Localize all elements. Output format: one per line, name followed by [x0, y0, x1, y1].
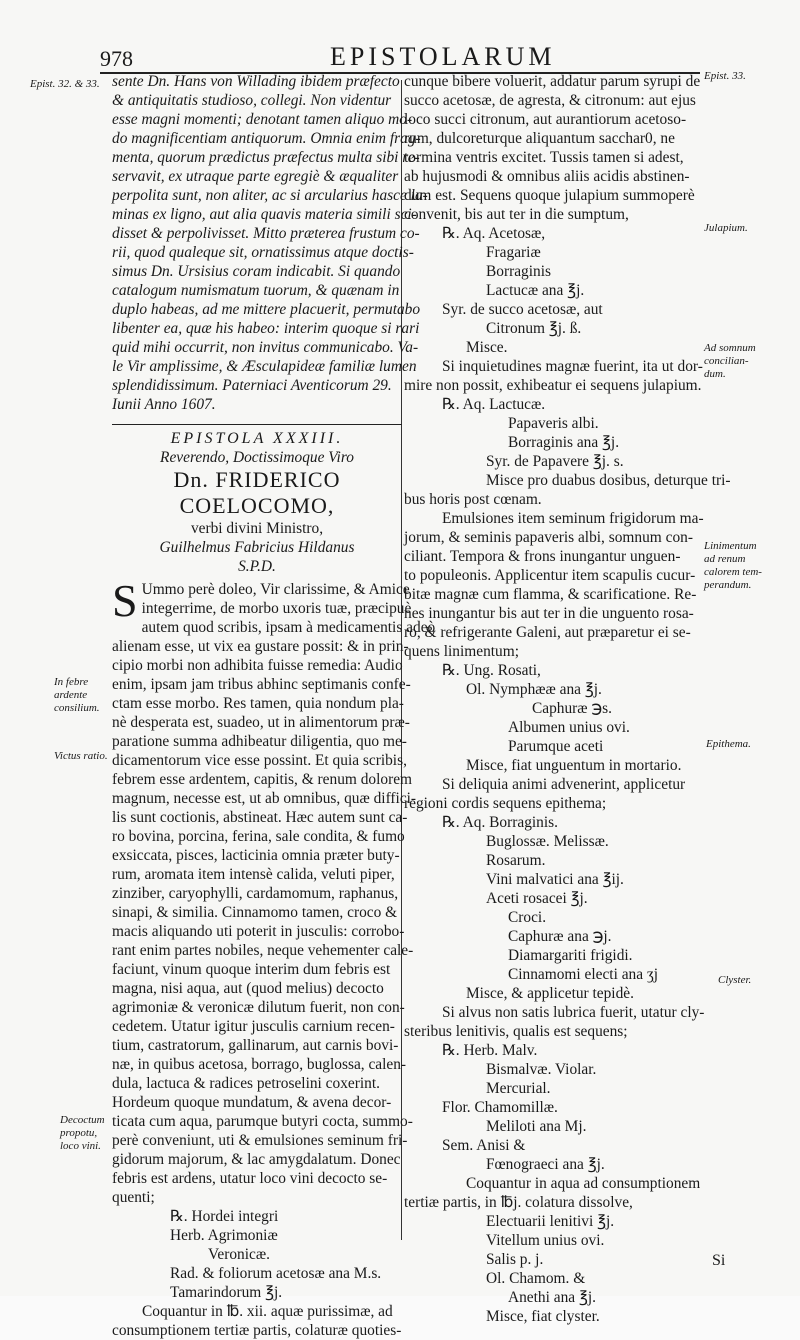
- text-line: zinziber, caryophylli, cardamomum, raphanus,: [112, 885, 399, 902]
- text-line: bus horis post cœnam.: [404, 491, 542, 508]
- recipe-line: Herb. Agrimoniæ: [170, 1227, 278, 1244]
- text-line: Anethi ana ℥j.: [508, 1289, 596, 1306]
- text-line: ab hujusmodi & omnibus aliis acidis abstinen-: [404, 168, 690, 185]
- text-line: ℞. Aq. Borraginis.: [442, 814, 558, 831]
- text-line: quenti;: [112, 1189, 155, 1206]
- text-line: quens linimentum;: [404, 643, 519, 660]
- recipe-line: ℞. Hordei integri: [170, 1208, 279, 1225]
- text-line: esse magni momenti; denotant tamen aliquo mo-: [112, 111, 413, 128]
- text-line: Flor. Chamomillæ.: [442, 1099, 558, 1116]
- text-line: cedetem. Utatur igitur jusculis carnium recen-: [112, 1018, 395, 1035]
- text-line: servavit, ex utraque parte egregiè & æqualiter: [112, 168, 399, 185]
- text-line: Fragariæ: [486, 244, 541, 261]
- text-line: Electuarii lenitivi ℥j.: [486, 1213, 615, 1230]
- text-line: Mercurial.: [486, 1080, 551, 1097]
- text-line: magna, nisi aqua, aut (quod melius) decocto: [112, 980, 384, 997]
- text-line: minas ex ligno, aut alia quavis materia simili sci-: [112, 206, 417, 223]
- text-line: Fœnograeci ana ℥j.: [486, 1156, 605, 1173]
- margin-note-decoctum: Decoctum propotu, loco vini.: [60, 1114, 105, 1152]
- salutation-line: verbi divini Ministro,: [190, 520, 324, 537]
- text-line: ro bovina, porcina, ferina, sale condita, & fumo: [112, 828, 405, 845]
- text-line: le Vir amplissime, & Æsculapideæ familiæ lumen: [112, 358, 417, 375]
- text-line: disset & perpolivisset. Mitto præterea frustum co-: [112, 225, 420, 242]
- text-line: & antiquitatis studioso, collegi. Non videntur: [112, 92, 392, 109]
- text-line: consumptionem tertiæ partis, colaturæ quoties-: [112, 1322, 402, 1339]
- text-line: ℞. Herb. Malv.: [442, 1042, 538, 1059]
- margin-note-somnum: Ad somnum concilian-dum.: [704, 342, 756, 380]
- epistle-title: EPISTOLA XXXIII.: [170, 430, 344, 447]
- text-line: ℞. Aq. Lactucæ.: [442, 396, 546, 413]
- margin-note-julapium: Julapium.: [704, 222, 748, 234]
- text-line: Papaveris albi.: [508, 415, 599, 432]
- text-line: convenit, bis aut ter in die sumptum,: [404, 206, 629, 223]
- text-line: tormina ventris excitet. Tussis tamen si adest,: [404, 149, 684, 166]
- text-line: loco succi citronum, aut aurantiorum acetoso-: [404, 111, 687, 128]
- text-line: sinapi, & similia. Cinnamomo tamen, croco &: [112, 904, 398, 921]
- text-line: ticata cum aqua, parumque butyri cocta, summo-: [112, 1113, 413, 1130]
- text-line: nes inungantur bis aut ter in die unguento rosa-: [404, 605, 694, 622]
- text-line: Syr. de Papavere ℥j. s.: [486, 453, 624, 470]
- text-line: rum, dulcoreturque aliquantum sacchar0, ne: [404, 130, 675, 147]
- text-line: Albumen unius ovi.: [508, 719, 630, 736]
- text-line: to populeonis. Applicentur item scapulis cucur-: [404, 567, 696, 584]
- left-column: [112, 72, 436, 1340]
- epistle-rule-top: [112, 424, 402, 425]
- letter-33-body: [112, 575, 436, 1207]
- text-line: Coquantur in aqua ad consumptionem: [466, 1175, 701, 1192]
- margin-note-epist-33: Epist. 33.: [704, 70, 746, 82]
- text-line: Misce, & applicetur tepidè.: [466, 985, 634, 1002]
- text-line: Bismalvæ. Violar.: [486, 1061, 597, 1078]
- text-line: Borraginis ana ℥j.: [508, 434, 620, 451]
- text-line: rant enim partes nobiles, neque vehementer cale-: [112, 942, 414, 959]
- running-header: EPISTOLARUM: [330, 42, 556, 71]
- text-line: rum, aromata item intensè calida, veluti piper,: [112, 866, 395, 883]
- text-line: Misce.: [466, 339, 508, 356]
- text-line: tium, castratorum, gallinarum, aut carnis bovi-: [112, 1037, 399, 1054]
- text-line: ro, & refrigerante Galeni, aut præparetur ei se-: [404, 624, 691, 641]
- text-line: Caphuræ ℈s.: [532, 700, 613, 717]
- text-line: febrem esse ardentem, capitis, & renum dolorem: [112, 771, 413, 788]
- margin-note-febre: In febre ardente consilium.: [54, 676, 100, 714]
- text-line: tertiæ partis, in ℔j. colatura dissolve,: [404, 1194, 633, 1211]
- text-line: autem quod scribis, ipsam à medicamentis adeò: [141, 619, 436, 636]
- text-line: Croci.: [508, 909, 547, 926]
- text-line: Syr. de succo acetosæ, aut: [442, 301, 603, 318]
- text-line: cipio morbi non adhibita fuisse remedia: Audio: [112, 657, 403, 674]
- margin-note-linimentum: Linimentum ad renum calorem tem-perandum.: [704, 540, 762, 591]
- text-line: ciliant. Tempora & frons inungantur unguen-: [404, 548, 681, 565]
- text-line: lis sunt coctionis, abstineat. Hæc autem sunt ca-: [112, 809, 408, 826]
- text-line: Diamargariti frigidi.: [508, 947, 633, 964]
- text-line: rii, quod qualeque sit, ornatissimus atque doctis-: [112, 244, 414, 261]
- text-line: Buglossæ. Melissæ.: [486, 833, 609, 850]
- text-line: Vini malvatici ana ℥ij.: [486, 871, 624, 888]
- text-line: Ol. Chamom. &: [486, 1270, 586, 1287]
- text-line: perè conveniunt, uti & emulsiones seminum fri-: [112, 1132, 408, 1149]
- text-line: Rosarum.: [486, 852, 546, 869]
- text-line: Caphuræ ana ℈j.: [508, 928, 612, 945]
- text-line: perpolita sunt, non aliter, ac si arcularius hasce la-: [112, 187, 428, 204]
- text-line: Ol. Nymphææ ana ℥j.: [466, 681, 602, 698]
- text-line: alienam esse, ut vix ea gustare possit: & in prin-: [112, 638, 409, 655]
- text-line: menta, quorum prædictus præfectus multa sibi re-: [112, 149, 420, 166]
- text-line: Hordeum quoque mundatum, & avena decor-: [112, 1094, 392, 1111]
- text-line: Aceti rosacei ℥j.: [486, 890, 588, 907]
- text-line: Coquantur in ℔. xii. aquæ purissimæ, ad: [142, 1303, 393, 1320]
- text-line: jorum, & seminis papaveris albi, somnum con-: [404, 529, 693, 546]
- text-line: quid mihi occurrit, non invitus communicabo. Va-: [112, 339, 419, 356]
- text-line: bitæ magnæ cum flamma, & scarificatione. Re-: [404, 586, 697, 603]
- text-line: regioni cordis sequens epithema;: [404, 795, 607, 812]
- text-line: Misce pro duabus dosibus, deturque tri-: [486, 472, 731, 489]
- page-number: 978: [100, 46, 133, 71]
- text-line: magnum, necesse est, ut ab omnibus, quæ diffici-: [112, 790, 417, 807]
- text-line: integerrime, de morbo uxoris tuæ, præcipuè: [141, 600, 412, 617]
- decoction-recipe: [112, 1207, 402, 1302]
- text-line: dum est. Sequens quoque julapium summoperè: [404, 187, 695, 204]
- text-line: Sem. Anisi &: [442, 1137, 526, 1154]
- text-line: duplo habeas, ad me mittere placuerit, permutabo: [112, 301, 421, 318]
- text-line: ℞. Aq. Acetosæ,: [442, 225, 546, 242]
- text-line: catalogum numismatum tuorum, & quænam in: [112, 282, 400, 299]
- text-line: Si inquietudines magnæ fuerint, ita ut dor-: [442, 358, 703, 375]
- text-line: splendidissimum. Paterniaci Aventicorum 29.: [112, 377, 392, 394]
- text-line: macis aliquando uti poterit in jusculis: corrobo-: [112, 923, 405, 940]
- spd-line: S.P.D.: [238, 558, 276, 575]
- text-line: paratione summa adhibeatur diligentia, quo me-: [112, 733, 407, 750]
- text-line: exsiccata, pisces, lacticinia omnia præter buty-: [112, 847, 400, 864]
- text-line: Cinnamomi electi ana ʒj: [508, 966, 659, 983]
- text-line: Ummo perè doleo, Vir clarissime, & Amice: [141, 581, 410, 598]
- text-line: Misce, fiat clyster.: [486, 1308, 600, 1325]
- text-line: enim, ipsam jam tribus abhinc septimanis confe-: [112, 676, 411, 693]
- margin-note-epithema: Epithema.: [706, 738, 751, 750]
- text-line: faciunt, vinum quoque interim dum febris est: [112, 961, 391, 978]
- text-line: Emulsiones item seminum frigidorum ma-: [442, 510, 704, 527]
- text-line: næ, in quibus acetosa, borrago, buglossa, calen-: [112, 1056, 407, 1073]
- text-line: dula, lactuca & radices petroselini coxerint.: [112, 1075, 380, 1092]
- text-line: dicamentorum vice esse possint. Et quia scribis,: [112, 752, 407, 769]
- text-line: Parumque aceti: [508, 738, 604, 755]
- text-line: ctam esse morbo. Res tamen, quia nondum pla-: [112, 695, 404, 712]
- text-line: sente Dn. Hans von Willading ibidem præfecto: [112, 73, 400, 90]
- margin-note-clyster: Clyster.: [718, 974, 752, 986]
- text-line: Iunii Anno 1607.: [112, 396, 216, 413]
- recipe-line: Rad. & foliorum acetosæ ana M.s.: [170, 1265, 382, 1282]
- text-line: Vitellum unius ovi.: [486, 1232, 605, 1249]
- recipe-line: Tamarindorum ℥j.: [170, 1284, 283, 1301]
- recipe-line: Veronicæ.: [208, 1246, 270, 1263]
- text-line: succo acetosæ, de agresta, & citronum: aut ejus: [404, 92, 696, 109]
- text-line: steribus lenitivis, qualis est sequens;: [404, 1023, 628, 1040]
- text-line: simus Dn. Ursisius coram indicabit. Si quando: [112, 263, 401, 280]
- text-line: ℞. Ung. Rosati,: [442, 662, 541, 679]
- letter-32-ending: [112, 72, 428, 414]
- text-line: mire non possit, exhibeatur ei sequens julapium.: [404, 377, 702, 394]
- text-line: Misce, fiat unguentum in mortario.: [466, 757, 682, 774]
- addressee-name: Dn. FRIDERICO COELOCOMO,: [173, 467, 341, 518]
- catchword: Si: [712, 1252, 726, 1269]
- text-line: Borraginis: [486, 263, 551, 280]
- text-line: Lactucæ ana ℥j.: [486, 282, 585, 299]
- text-line: Si deliquia animi advenerint, applicetur: [442, 776, 686, 793]
- text-line: Si alvus non satis lubrica fuerit, utatur cly-: [442, 1004, 705, 1021]
- text-line: cunque bibere voluerit, addatur parum syrupi de: [404, 73, 701, 90]
- drop-cap-s: S: [112, 575, 138, 626]
- salutation-line: Reverendo, Doctissimoque Viro: [160, 449, 354, 466]
- text-line: do magnificentiam antiquorum. Omnia enim frag-: [112, 130, 421, 147]
- text-line: libenter ea, quæ his habeo: interim quoque si rari: [112, 320, 420, 337]
- text-line: Salis p. j.: [486, 1251, 544, 1268]
- text-line: febris est ardens, utatur loco vini decocto se-: [112, 1170, 388, 1187]
- margin-note-epist: Epist. 32. & 33.: [30, 78, 100, 90]
- margin-note-victus: Victus ratio.: [54, 750, 108, 762]
- text-line: agrimoniæ & veronicæ dilutum fuerit, non con-: [112, 999, 405, 1016]
- text-line: gidorum majorum, & lac amygdalatum. Donec: [112, 1151, 401, 1168]
- text-line: Meliloti ana Mj.: [486, 1118, 587, 1135]
- author-line: Guilhelmus Fabricius Hildanus: [159, 539, 355, 556]
- text-line: Citronum ℥j. ß.: [486, 320, 582, 337]
- text-line: nè desperata est, suadeo, ut in alimentorum præ-: [112, 714, 410, 731]
